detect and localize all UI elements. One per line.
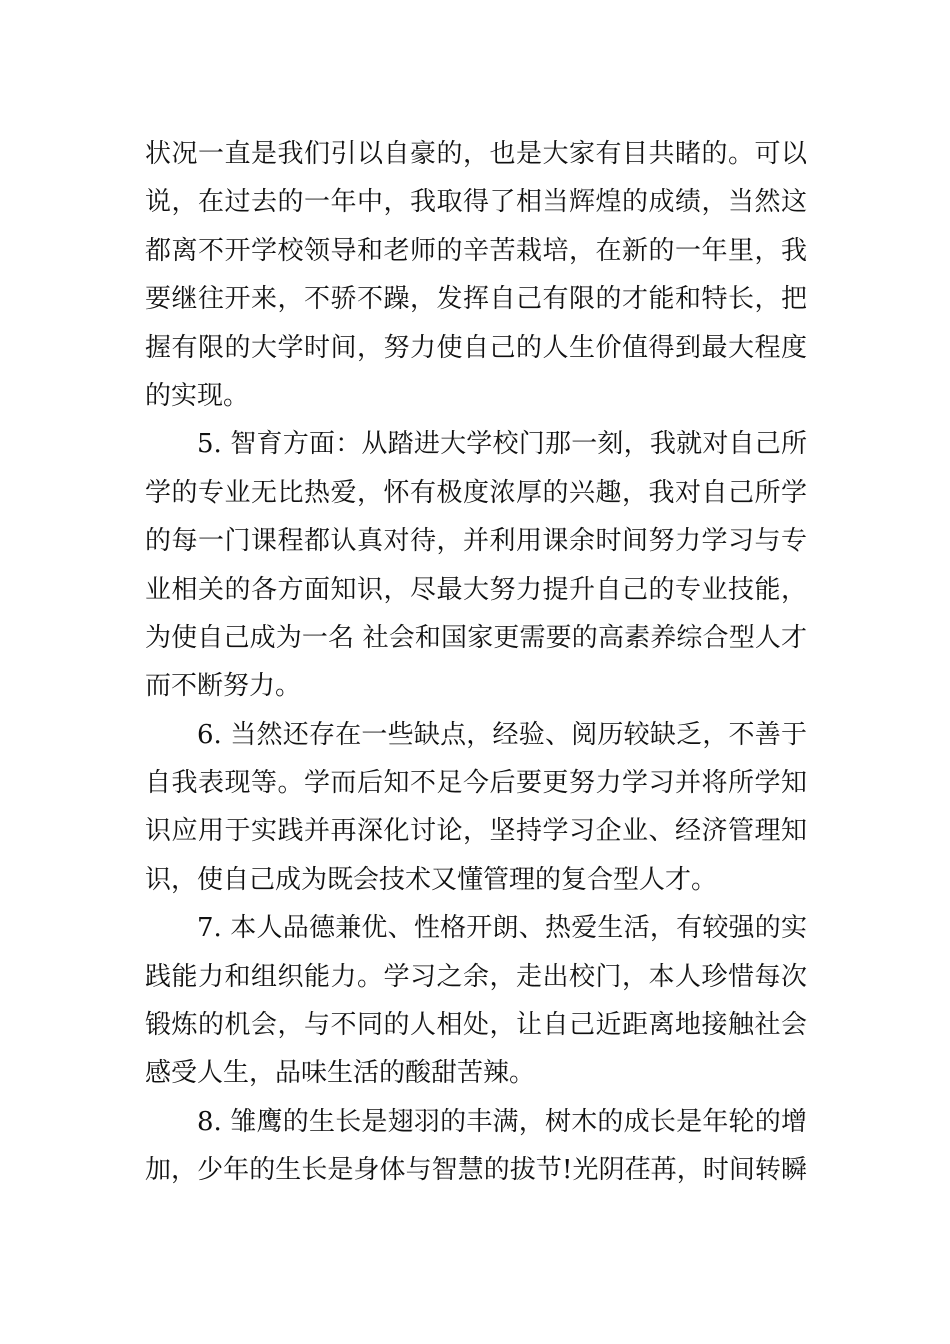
text-line: 而不断努力。 (145, 671, 302, 702)
paragraph-8 (145, 1098, 807, 1195)
text-line: 都离不开学校领导和老师的辛苦栽培，在新的一年里，我 (145, 235, 807, 266)
paragraph-6 (145, 711, 807, 905)
text-line: 握有限的大学时间，努力使自己的人生价值得到最大程度 (145, 332, 807, 363)
text-line: 识应用于实践并再深化讨论，坚持学习企业、经济管理知 (145, 816, 807, 847)
text-line: 识，使自己成为既会技术又懂管理的复合型人才。 (145, 864, 718, 895)
text-line: 5. 智育方面：从踏进大学校门那一刻，我就对自己所 (197, 429, 807, 460)
text-line: 要继往开来，不骄不躁，发挥自己有限的才能和特长，把 (145, 284, 807, 315)
text-line: 业相关的各方面知识，尽最大努力提升自己的专业技能， (145, 574, 807, 605)
text-line: 为使自己成为一名 社会和国家更需要的高素养综合型人才 (145, 622, 807, 653)
text-line: 自我表现等。学而后知不足今后要更努力学习并将所学知 (145, 768, 807, 799)
text-line: 感受人生，品味生活的酸甜苦辣。 (145, 1058, 536, 1089)
text-line: 的实现。 (145, 380, 250, 411)
paragraph-5 (145, 420, 807, 710)
text-line: 加，少年的生长是身体与智慧的拔节!光阴荏苒，时间转瞬 (145, 1155, 807, 1186)
text-line: 践能力和组织能力。学习之余，走出校门，本人珍惜每次 (145, 961, 807, 992)
document-body (145, 130, 807, 1195)
text-line: 说，在过去的一年中，我取得了相当辉煌的成绩，当然这 (145, 187, 807, 218)
text-line: 锻炼的机会，与不同的人相处，让自己近距离地接触社会 (145, 1010, 807, 1041)
text-line: 学的专业无比热爱，怀有极度浓厚的兴趣，我对自己所学 (145, 477, 807, 508)
text-line: 状况一直是我们引以自豪的，也是大家有目共睹的。可以 (145, 139, 807, 169)
text-line: 8. 雏鹰的生长是翅羽的丰满，树木的成长是年轮的增 (197, 1106, 807, 1137)
paragraph-intro (145, 130, 807, 420)
text-line: 6. 当然还存在一些缺点，经验、阅历较缺乏，不善于 (197, 719, 807, 750)
paragraph-7 (145, 904, 807, 1098)
text-line: 7. 本人品德兼优、性格开朗、热爱生活，有较强的实 (197, 913, 807, 944)
text-line: 的每一门课程都认真对待，并利用课余时间努力学习与专 (145, 526, 807, 557)
